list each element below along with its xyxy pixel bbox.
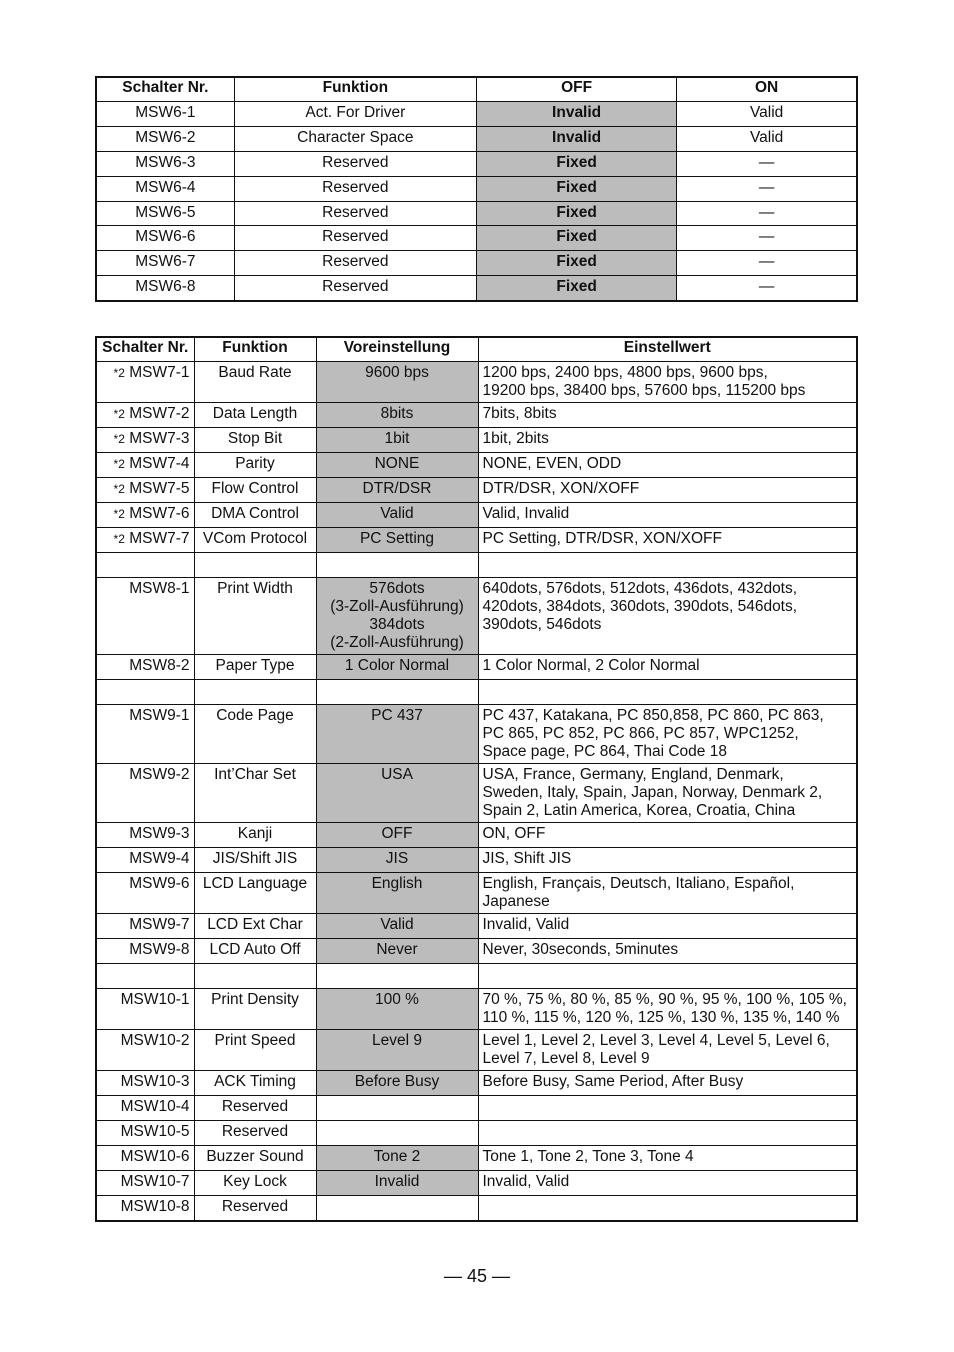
- switch-label: MSW9-2: [129, 766, 190, 783]
- default-cell: 1 Color Normal: [316, 655, 478, 680]
- function-cell: Reserved: [234, 201, 476, 226]
- function-cell: Reserved: [234, 176, 476, 201]
- table-row: [96, 1196, 857, 1222]
- empty-cell: [316, 553, 478, 578]
- header-switch: Schalter Nr.: [96, 77, 234, 102]
- table-row: [96, 226, 857, 251]
- default-cell: Invalid: [316, 1171, 478, 1196]
- table-row: [96, 201, 857, 226]
- switch-label: MSW9-7: [129, 916, 190, 933]
- default-cell: Valid: [316, 503, 478, 528]
- switch-cell: [96, 503, 194, 528]
- default-cell: JIS: [316, 848, 478, 873]
- default-cell: NONE: [316, 453, 478, 478]
- default-cell: Valid: [316, 914, 478, 939]
- table-header-row: [96, 77, 857, 102]
- switch-label: MSW7-1: [129, 364, 190, 381]
- header-function: Funktion: [194, 337, 316, 362]
- table-row: [96, 1146, 857, 1171]
- on-cell: —: [677, 151, 857, 176]
- table-row: [96, 578, 857, 655]
- values-cell: Before Busy, Same Period, After Busy: [478, 1071, 857, 1096]
- switch-cell: MSW6-4: [96, 176, 234, 201]
- table-row: [96, 655, 857, 680]
- default-cell: Before Busy: [316, 1071, 478, 1096]
- switch-cell: [96, 1121, 194, 1146]
- table-row: [96, 428, 857, 453]
- values-cell: NONE, EVEN, ODD: [478, 453, 857, 478]
- default-cell: [316, 1096, 478, 1121]
- table-row: [96, 914, 857, 939]
- switch-cell: [96, 478, 194, 503]
- switch-cell: MSW6-2: [96, 126, 234, 151]
- values-cell: 640dots, 576dots, 512dots, 436dots, 432dots, 420dots, 384dots, 360dots, 390dots, 546dots, 390dots, 546dots: [478, 578, 857, 655]
- switch-label: MSW9-3: [129, 825, 190, 842]
- switch-cell: MSW6-7: [96, 251, 234, 276]
- table-row: [96, 251, 857, 276]
- note-mark: *2: [113, 482, 125, 496]
- switch-label: MSW10-4: [120, 1098, 190, 1115]
- switch-label: MSW7-7: [129, 530, 190, 547]
- header-off: OFF: [476, 77, 676, 102]
- off-cell: Invalid: [476, 126, 676, 151]
- default-cell: 1bit: [316, 428, 478, 453]
- note-mark: *2: [113, 507, 125, 521]
- switch-cell: MSW6-6: [96, 226, 234, 251]
- values-cell: 7bits, 8bits: [478, 403, 857, 428]
- values-cell: Level 1, Level 2, Level 3, Level 4, Level 5, Level 6, Level 7, Level 8, Level 9: [478, 1030, 857, 1071]
- values-cell: 70 %, 75 %, 80 %, 85 %, 90 %, 95 %, 100 %, 105 %, 110 %, 115 %, 120 %, 125 %, 130 %, 135 %, 140 %: [478, 989, 857, 1030]
- function-cell: Reserved: [234, 251, 476, 276]
- switch-label: MSW10-5: [120, 1123, 190, 1140]
- switch-label: MSW10-1: [120, 991, 190, 1008]
- empty-cell: [96, 553, 194, 578]
- values-cell: USA, France, Germany, England, Denmark, Sweden, Italy, Spain, Japan, Norway, Denmark 2, Spain 2, Latin America, Korea, Croatia, China: [478, 764, 857, 823]
- values-cell: English, Français, Deutsch, Italiano, Español, Japanese: [478, 873, 857, 914]
- empty-cell: [194, 964, 316, 989]
- switch-cell: MSW6-5: [96, 201, 234, 226]
- on-cell: —: [677, 251, 857, 276]
- values-cell: [478, 1096, 857, 1121]
- function-cell: DMA Control: [194, 503, 316, 528]
- function-cell: LCD Auto Off: [194, 939, 316, 964]
- switch-label: MSW10-7: [120, 1173, 190, 1190]
- header-on: ON: [677, 77, 857, 102]
- on-cell: —: [677, 276, 857, 301]
- table-row: [96, 528, 857, 553]
- switch-cell: [96, 705, 194, 764]
- function-cell: LCD Ext Char: [194, 914, 316, 939]
- on-cell: —: [677, 201, 857, 226]
- function-cell: Print Speed: [194, 1030, 316, 1071]
- default-cell: OFF: [316, 823, 478, 848]
- switch-label: MSW7-4: [129, 455, 190, 472]
- function-cell: Stop Bit: [194, 428, 316, 453]
- default-cell: Never: [316, 939, 478, 964]
- table-row: [96, 1121, 857, 1146]
- default-cell: 8bits: [316, 403, 478, 428]
- switch-label: MSW9-1: [129, 707, 190, 724]
- switch-cell: [96, 823, 194, 848]
- function-cell: Buzzer Sound: [194, 1146, 316, 1171]
- default-cell: PC 437: [316, 705, 478, 764]
- default-cell: [316, 1121, 478, 1146]
- page-number: — 45 —: [443, 1266, 511, 1286]
- off-cell: Fixed: [476, 226, 676, 251]
- function-cell: Reserved: [194, 1121, 316, 1146]
- function-cell: Reserved: [194, 1096, 316, 1121]
- empty-cell: [478, 964, 857, 989]
- table-row: [96, 1030, 857, 1071]
- values-cell: DTR/DSR, XON/XOFF: [478, 478, 857, 503]
- switch-cell: [96, 939, 194, 964]
- function-cell: Baud Rate: [194, 362, 316, 403]
- function-cell: Print Width: [194, 578, 316, 655]
- msw6-table: [95, 76, 858, 302]
- table-row: [96, 478, 857, 503]
- note-mark: *2: [113, 366, 125, 380]
- empty-cell: [194, 553, 316, 578]
- on-cell: Valid: [677, 126, 857, 151]
- table-row: [96, 705, 857, 764]
- table-row: [96, 848, 857, 873]
- function-cell: Key Lock: [194, 1171, 316, 1196]
- table-row: [96, 126, 857, 151]
- values-cell: Valid, Invalid: [478, 503, 857, 528]
- values-cell: 1200 bps, 2400 bps, 4800 bps, 9600 bps, 19200 bps, 38400 bps, 57600 bps, 115200 bps: [478, 362, 857, 403]
- function-cell: Code Page: [194, 705, 316, 764]
- function-cell: ACK Timing: [194, 1071, 316, 1096]
- values-cell: PC 437, Katakana, PC 850,858, PC 860, PC 863, PC 865, PC 852, PC 866, PC 857, WPC1252, Space page, PC 864, Thai Code 18: [478, 705, 857, 764]
- default-cell: English: [316, 873, 478, 914]
- function-cell: Act. For Driver: [234, 102, 476, 127]
- off-cell: Fixed: [476, 251, 676, 276]
- table-row: [96, 873, 857, 914]
- switch-label: MSW7-2: [129, 405, 190, 422]
- switch-cell: MSW6-1: [96, 102, 234, 127]
- switch-cell: MSW6-3: [96, 151, 234, 176]
- switch-cell: [96, 764, 194, 823]
- switch-cell: [96, 1071, 194, 1096]
- switch-cell: [96, 578, 194, 655]
- table-row: [96, 151, 857, 176]
- switch-label: MSW7-5: [129, 480, 190, 497]
- table-row: [96, 453, 857, 478]
- function-cell: LCD Language: [194, 873, 316, 914]
- on-cell: —: [677, 176, 857, 201]
- header-function: Funktion: [234, 77, 476, 102]
- function-cell: Flow Control: [194, 478, 316, 503]
- values-cell: ON, OFF: [478, 823, 857, 848]
- empty-cell: [96, 964, 194, 989]
- table-row: [96, 403, 857, 428]
- table-row: [96, 989, 857, 1030]
- default-cell: USA: [316, 764, 478, 823]
- default-cell: Tone 2: [316, 1146, 478, 1171]
- off-cell: Fixed: [476, 151, 676, 176]
- switch-cell: [96, 1196, 194, 1222]
- default-cell: [316, 1196, 478, 1222]
- switch-label: MSW10-8: [120, 1198, 190, 1215]
- values-cell: Never, 30seconds, 5minutes: [478, 939, 857, 964]
- switch-cell: [96, 1030, 194, 1071]
- off-cell: Fixed: [476, 176, 676, 201]
- table-row: [96, 1171, 857, 1196]
- default-cell: 576dots (3-Zoll-Ausführung) 384dots (2-Zoll-Ausführung): [316, 578, 478, 655]
- values-cell: [478, 1121, 857, 1146]
- separator-row: [96, 964, 857, 989]
- table-row: [96, 1096, 857, 1121]
- function-cell: VCom Protocol: [194, 528, 316, 553]
- off-cell: Fixed: [476, 276, 676, 301]
- switch-cell: [96, 655, 194, 680]
- table-row: [96, 764, 857, 823]
- values-cell: Tone 1, Tone 2, Tone 3, Tone 4: [478, 1146, 857, 1171]
- off-cell: Fixed: [476, 201, 676, 226]
- switch-cell: [96, 362, 194, 403]
- switch-label: MSW8-2: [129, 657, 190, 674]
- values-cell: JIS, Shift JIS: [478, 848, 857, 873]
- table-row: [96, 1071, 857, 1096]
- default-cell: PC Setting: [316, 528, 478, 553]
- empty-cell: [478, 553, 857, 578]
- table-row: [96, 276, 857, 301]
- function-cell: Character Space: [234, 126, 476, 151]
- function-cell: Kanji: [194, 823, 316, 848]
- switch-label: MSW7-6: [129, 505, 190, 522]
- switch-cell: [96, 1171, 194, 1196]
- values-cell: PC Setting, DTR/DSR, XON/XOFF: [478, 528, 857, 553]
- table-row: [96, 939, 857, 964]
- switch-cell: [96, 989, 194, 1030]
- empty-cell: [96, 680, 194, 705]
- on-cell: Valid: [677, 102, 857, 127]
- switch-cell: [96, 453, 194, 478]
- switch-cell: [96, 1146, 194, 1171]
- switch-label: MSW9-8: [129, 941, 190, 958]
- table-row: [96, 503, 857, 528]
- function-cell: Print Density: [194, 989, 316, 1030]
- note-mark: *2: [113, 432, 125, 446]
- note-mark: *2: [113, 457, 125, 471]
- header-default: Voreinstellung: [316, 337, 478, 362]
- function-cell: Reserved: [234, 276, 476, 301]
- function-cell: Parity: [194, 453, 316, 478]
- header-switch: Schalter Nr.: [96, 337, 194, 362]
- switch-label: MSW10-2: [120, 1032, 190, 1049]
- switch-cell: [96, 848, 194, 873]
- note-mark: *2: [113, 407, 125, 421]
- values-cell: Invalid, Valid: [478, 914, 857, 939]
- empty-cell: [316, 964, 478, 989]
- switch-label: MSW7-3: [129, 430, 190, 447]
- switch-label: MSW9-4: [129, 850, 190, 867]
- values-cell: 1 Color Normal, 2 Color Normal: [478, 655, 857, 680]
- switch-label: MSW10-3: [120, 1073, 190, 1090]
- function-cell: Reserved: [234, 226, 476, 251]
- header-values: Einstellwert: [478, 337, 857, 362]
- table-row: [96, 823, 857, 848]
- switch-cell: [96, 873, 194, 914]
- switch-label: MSW9-6: [129, 875, 190, 892]
- switch-label: MSW8-1: [129, 580, 190, 597]
- off-cell: Invalid: [476, 102, 676, 127]
- switch-cell: [96, 403, 194, 428]
- function-cell: Paper Type: [194, 655, 316, 680]
- default-cell: Level 9: [316, 1030, 478, 1071]
- default-cell: 100 %: [316, 989, 478, 1030]
- switch-cell: [96, 528, 194, 553]
- function-cell: Reserved: [234, 151, 476, 176]
- table-row: [96, 362, 857, 403]
- default-cell: 9600 bps: [316, 362, 478, 403]
- function-cell: JIS/Shift JIS: [194, 848, 316, 873]
- empty-cell: [478, 680, 857, 705]
- values-cell: 1bit, 2bits: [478, 428, 857, 453]
- function-cell: Data Length: [194, 403, 316, 428]
- table-header-row: [96, 337, 857, 362]
- function-cell: Reserved: [194, 1196, 316, 1222]
- table-row: [96, 176, 857, 201]
- values-cell: [478, 1196, 857, 1222]
- values-cell: Invalid, Valid: [478, 1171, 857, 1196]
- separator-row: [96, 553, 857, 578]
- switch-cell: MSW6-8: [96, 276, 234, 301]
- switch-cell: [96, 914, 194, 939]
- switch-label: MSW10-6: [120, 1148, 190, 1165]
- function-cell: Int’Char Set: [194, 764, 316, 823]
- empty-cell: [316, 680, 478, 705]
- note-mark: *2: [113, 532, 125, 546]
- separator-row: [96, 680, 857, 705]
- on-cell: —: [677, 226, 857, 251]
- switch-cell: [96, 1096, 194, 1121]
- table-row: [96, 102, 857, 127]
- default-cell: DTR/DSR: [316, 478, 478, 503]
- msw7-10-table: [95, 336, 858, 1222]
- empty-cell: [194, 680, 316, 705]
- switch-cell: [96, 428, 194, 453]
